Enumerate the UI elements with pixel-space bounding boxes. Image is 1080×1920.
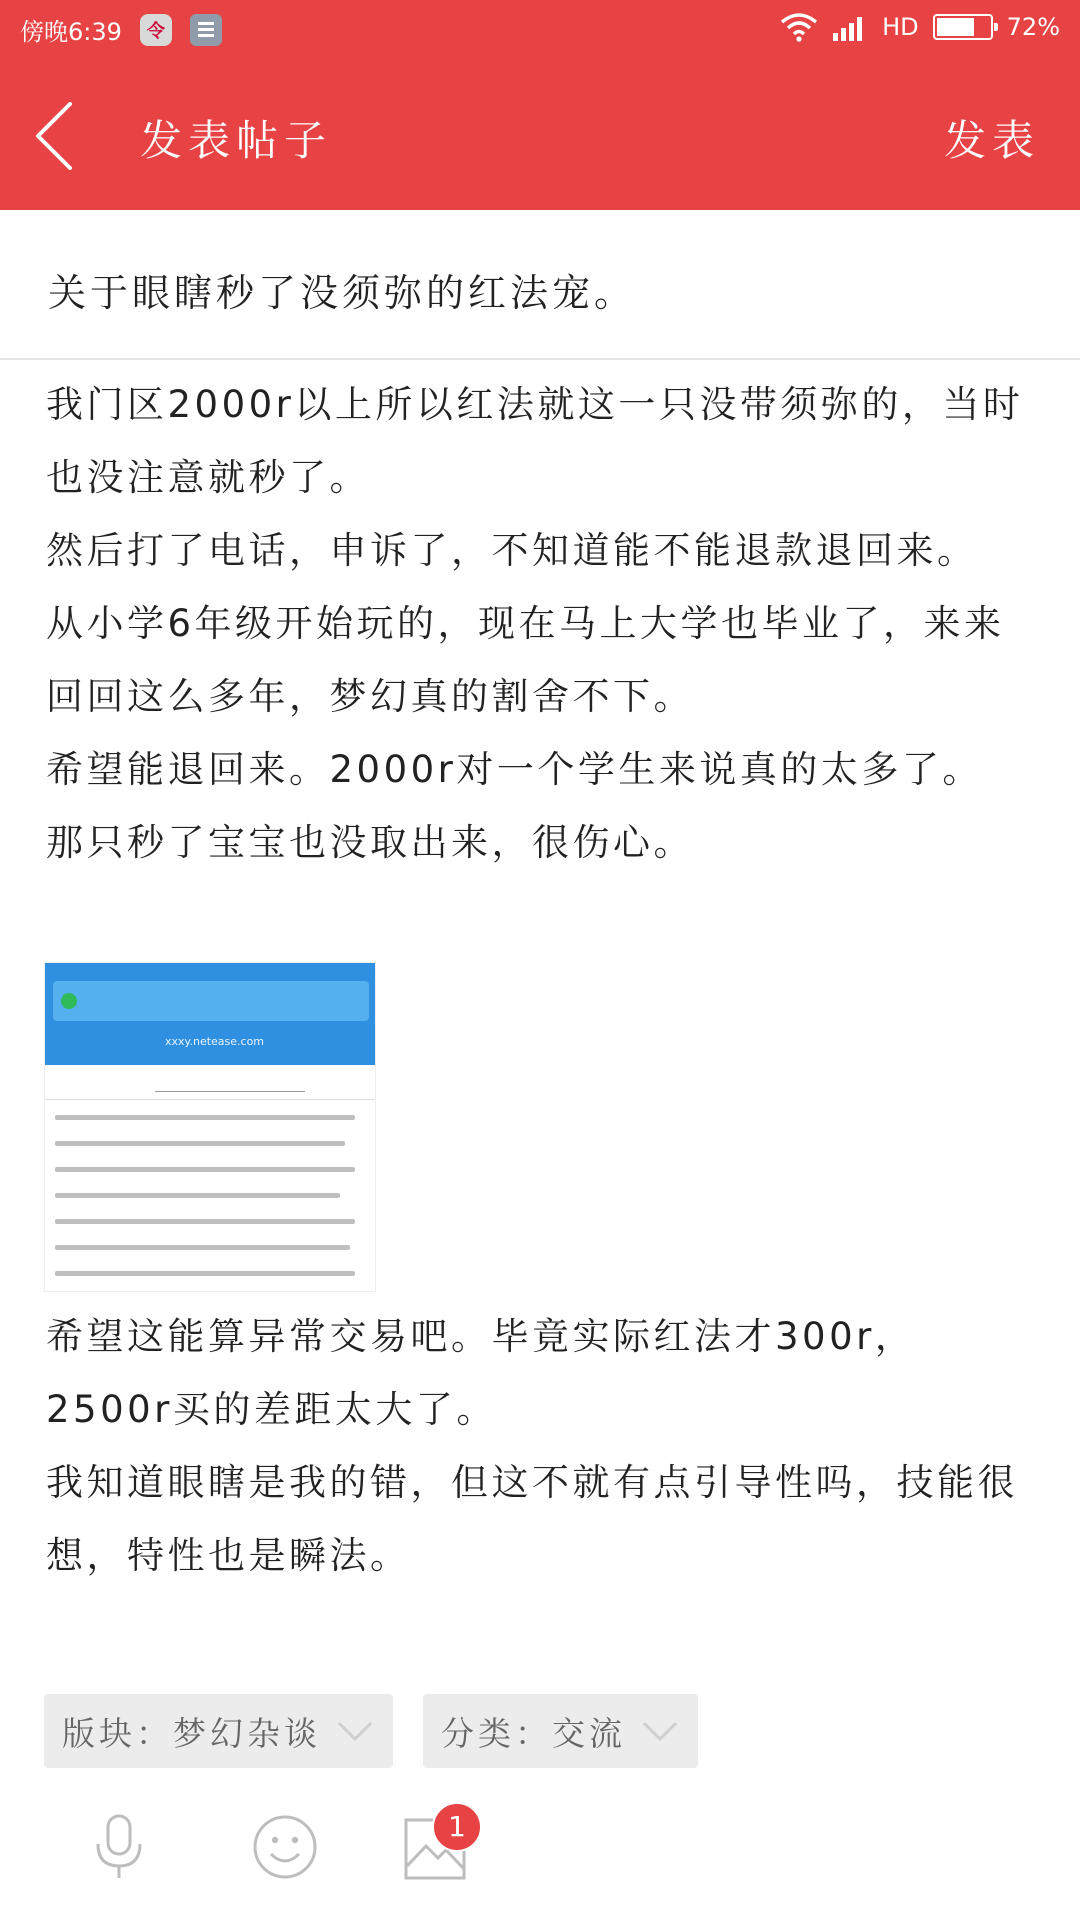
body-paragraph: 从小学6年级开始玩的，现在马上大学也毕业了，来来回回这么多年，梦幻真的割舍不下。 (46, 602, 1005, 718)
post-title-text: 关于眼瞎秒了没须弥的红法宠。 (48, 271, 637, 315)
attachment-banner (53, 981, 369, 1021)
emoji-button[interactable] (252, 1814, 318, 1884)
category-label: 分类：交流 (441, 1713, 626, 1753)
post-body-editor[interactable] (46, 368, 1036, 879)
attachment-text-line (55, 1115, 355, 1120)
notification-app-icon: 令 (140, 14, 172, 46)
chevron-left-icon (30, 98, 80, 174)
body-paragraph: 那只秒了宝宝也没取出来，很伤心。 (46, 821, 694, 864)
attachment-search (155, 1077, 305, 1092)
attachment-text-line (55, 1167, 355, 1172)
category-selector[interactable] (423, 1694, 698, 1768)
board-selector[interactable] (44, 1694, 393, 1768)
post-body-continued[interactable] (46, 1300, 1036, 1592)
network-type: HD (882, 13, 919, 41)
body-paragraph: 我门区2000r以上所以红法就这一只没带须弥的，当时也没注意就秒了。 (46, 383, 1024, 499)
status-bar (0, 0, 1080, 60)
battery-percent: 72% (1006, 13, 1060, 41)
wifi-icon (780, 12, 818, 42)
page-title: 发表帖子 (140, 116, 333, 165)
status-time: 傍晚6:39 (20, 18, 122, 46)
attachment-text-line (55, 1219, 355, 1224)
body-paragraph: 希望能退回来。2000r对一个学生来说真的太多了。 (46, 748, 983, 791)
editor-toolbar (0, 1780, 1080, 1920)
attachment-text-line (55, 1141, 345, 1146)
post-options (44, 1694, 698, 1768)
body-paragraph: 我知道眼瞎是我的错，但这不就有点引导性吗，技能很想，特性也是瞬法。 (46, 1461, 1018, 1577)
attachment-text-line (55, 1245, 350, 1250)
attachment-text-line (55, 1271, 355, 1276)
notification-list-icon (190, 14, 222, 46)
nav-bar (0, 70, 1080, 200)
attachment-url: xxxy.netease.com (165, 1035, 265, 1048)
body-paragraph: 然后打了电话，申诉了，不知道能不能退款退回来。 (46, 529, 978, 572)
app-header (0, 0, 1080, 210)
voice-input-button[interactable] (92, 1814, 146, 1884)
status-left (20, 12, 222, 47)
image-count-badge: 1 (432, 1802, 482, 1852)
back-button[interactable] (30, 98, 100, 178)
chevron-down-icon (640, 1711, 680, 1751)
status-right (780, 12, 1060, 42)
attachment-text-line (55, 1193, 340, 1198)
body-paragraph: 希望这能算异常交易吧。毕竟实际红法才300r，2500r买的差距太大了。 (46, 1315, 916, 1431)
chevron-down-icon (335, 1711, 375, 1751)
battery-icon (933, 14, 993, 40)
attachment-blue-header (45, 963, 375, 1065)
shield-icon (61, 993, 77, 1009)
microphone-icon (92, 1814, 146, 1880)
attached-screenshot-image[interactable] (44, 962, 376, 1292)
attachment-toolbar (45, 1071, 375, 1100)
emoji-icon (252, 1814, 318, 1880)
post-title-input[interactable] (0, 210, 1080, 360)
publish-button[interactable]: 发表 (943, 116, 1040, 165)
board-label: 版块：梦幻杂谈 (62, 1713, 321, 1753)
signal-icon (832, 13, 868, 41)
